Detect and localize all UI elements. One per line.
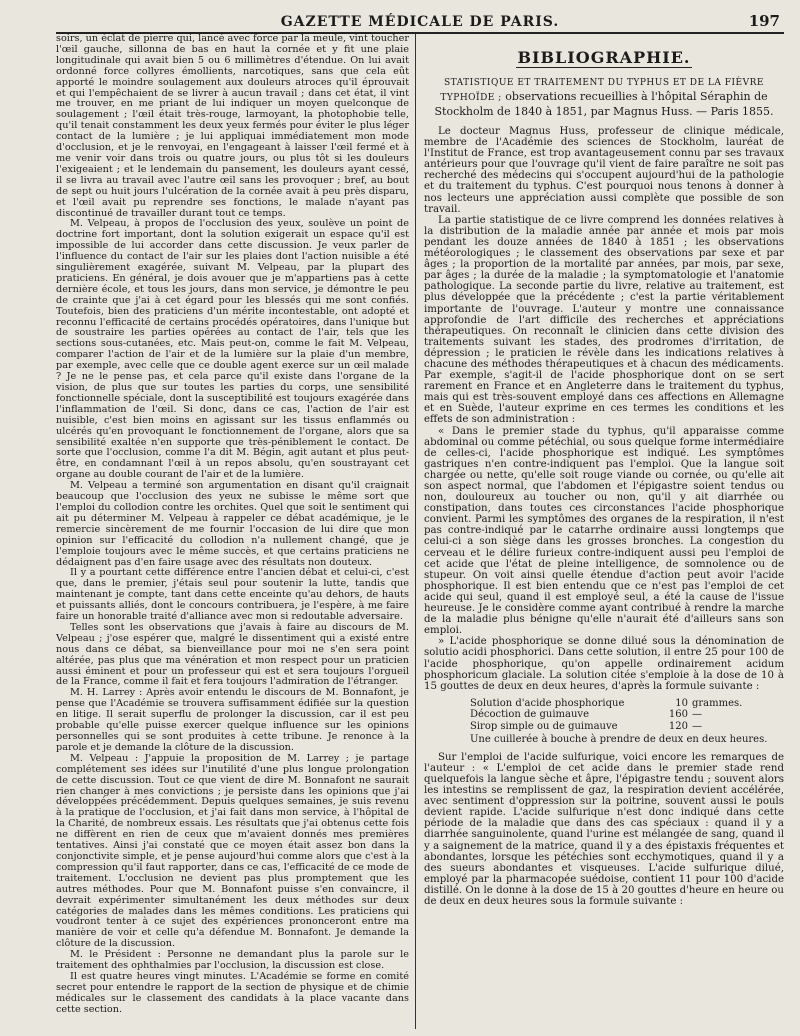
left-paragraph: M. Velpeau, à propos de l'occlusion des yeux, soulève un point de doctrine fort important, dont la solution exigerait un espace qu'il est impossible de lui accorder dans cette discussion. Je veux parler de l'influence du contact de l'air sur les plaies dont l'action nuisible a été singulièrement exagérée, suivant M. Velpeau, par la plupart des praticiens. En général, je dois avouer que je m'appartiens pas à cette dernière école, et tous les jours, dans mon service, je démontre le peu de crainte que j'ai à cet égard pour les blessés qui me sont confiés. Toutefois, bien des praticiens d'un mérite incontestable, ont adopté et reconnu l'efficacité de certains procédés opératoires, dans l'unique but de soustraire les parties opérées au contact de l'air, tels que les sections sous-cutanées, etc. Mais peut-on, comme le fait M. Velpeau, comparer l'action de l'air et de la lumière sur la plaie d'un membre, par exemple, avec celle que ce double agent exerce sur un œil malade ? Je ne le pense pas, et cela parce qu'il existe dans l'organe de la vision, de plus que sur toutes les parties du corps, une sensibilité fonctionnelle spéciale, dont la susceptibilité est toujours exagérée dans l'inflammation de l'œil. Si donc, dans ce cas, l'action de l'air est nuisible, c'est bien moins en agissant sur les tissus enflammés ou ulcérés qu'en provoquant le fonctionnement de l'organe, alors que sa sensibilité exaltée n'en supporte que très-péniblement le contact. De sorte que l'occlusion, comme l'a dit M. Bégin, agit autant et plus peut-être, en condamnant l'œil à un repos absolu, qu'en soustrayant cet organe au double courant de l'air et de la lumière. xyxy=(56,218,409,481)
right-paragraph: Sur l'emploi de l'acide sulfurique, voici encore les remarques de l'auteur : « L'emploi de cet acide dans le premier stade rend quelquefois la langue sèche et âpre, l'épigastre tendu ; souvent alors les intestins se remplissent de gaz, la respiration devient accélérée, avec sentiment d'oppression sur la poitrine, souvent aussi le pouls devient rapide. L'acide sulfurique n'est donc indiqué dans cette période de la maladie que dans des cas spéciaux : quand il y a diarrhée sanguinolente, quand l'urine est mélangée de sang, quand il y a saignement de la matrice, quand il y a des épistaxis fréquentes et abondantes, lorsque les pétéchies sont ecchymotiques, quand il y a des sueurs abondantes et visqueuses. L'acide sulfurique dilué, employé par la pharmacopée suédoise, contient 11 pour 100 d'acide distillé. On le donne à la dose de 15 à 20 gouttes d'heure en heure ou de deux en deux heures sous la formule suivante : xyxy=(424,751,784,907)
running-head xyxy=(56,8,784,34)
left-paragraph: Il est quatre heures vingt minutes. L'Académie se forme en comité secret pour entendre le rapport de la section de physique et de chimie médicales sur le classement des candidats à la place vacante dans cette section. xyxy=(56,970,409,1015)
section-title-text: BIBLIOGRAPHIE. xyxy=(517,48,691,67)
left-paragraph: M. le Président : Personne ne demandant plus la parole sur le traitement des ophthalmies par l'occlusion, la discussion est close. xyxy=(56,949,409,972)
left-paragraph: M. Velpeau : J'appuie la proposition de M. Larrey ; je partage complétement ses idées sur l'inutilité d'une plus longue prolongation de cette discussion. Tout ce que vient de dire M. Bonnafont ne saurait rien changer à mes convictions ; je persiste dans les opinions que j'ai développées précédemment. Depuis quelques semaines, je suis revenu à la pratique de l'occlusion, et j'ai fait dans mon service, à l'hôpital de la Charité, de nombreux essais. Les résultats que j'ai obtenus cette fois ne diffèrent en rien de ceux que m'avaient donnés mes premières tentatives. Ainsi j'ai constaté que ce moyen était assez bon dans la conjonctivite simple, et je pense aujourd'hui comme alors que c'est à la compression qu'il faut rapporter, dans ce cas, l'efficacité de ce mode de traitement. L'occlusion ne devient pas plus promptement que les autres méthodes. Pour que M. Bonnafont puisse s'en convaincre, il devrait expérimenter simultanément les deux méthodes sur deux catégories de malades dans les mêmes conditions. Les praticiens qui voudront tenter à ce sujet des expériences prononceront entre ma manière de voir et celle qu'a défendue M. Bonnafont. Je demande la clôture de la discussion. xyxy=(56,752,409,950)
left-paragraph: Il y a pourtant cette différence entre l'ancien débat et celui-ci, c'est que, dans le premier, j'étais seul pour soutenir la lutte, tandis que maintenant je compte, tant dans cette enceinte qu'au dehors, de hauts et puissants alliés, dont le concours contribuera, je l'espère, à me faire faire un honorable traité d'alliance avec mon si redoutable adversaire. xyxy=(56,567,409,623)
formula-unit: — xyxy=(692,709,702,721)
formula-ingredient: Décoction de guimauve xyxy=(470,709,590,721)
formula-row xyxy=(470,721,784,733)
journal-title: GAZETTE MÉDICALE DE PARIS. xyxy=(280,14,560,30)
formula-row xyxy=(470,709,784,721)
article-heading-rest: observations recueillies à l'hôpital Séraphin de Stockholm de 1840 à 1851, par Magnus Huss. — Paris 1855. xyxy=(434,90,774,118)
formula-unit: — xyxy=(692,720,702,732)
columns xyxy=(56,34,784,1029)
right-paragraph: La partie statistique de ce livre comprend les données relatives à la distribution de la maladie année par année et mois par mois pendant les douze années de 1840 à 1851 ; les observations météorologiques ; le classement des observations par sexe et par âges ; la proportion de la mortalité par années, par mois, par sexe, par âges ; la durée de la maladie ; la symptomatologie et l'anatomie pathologique. La seconde partie du livre, relative au traitement, est plus développée que la précédente ; c'est la partie véritablement importante de l'ouvrage. L'auteur y montre une connaissance approfondie de l'art difficile des recherches et appréciations thérapeutiques. On reconnaît le clinicien dans cette division des traitements suivant les stades, des prodromes d'irritation, de dépression ; le praticien le révèle dans les indications relatives à chacune des méthodes thérapeutiques et à chacun des médicaments. Par exemple, s'agit-il de l'acide phosphorique dont on se sert rarement en France et en Angleterre dans le traitement du typhus, mais qui est très-souvent employé dans ces affections en Allemagne et en Suède, l'auteur exprime en ces termes les conditions et les effets de son administration : xyxy=(424,214,784,426)
article-heading-caps: STATISTIQUE ET TRAITEMENT DU TYPHUS ET DE LA FIÈVRE TYPHOÏDE ; xyxy=(440,78,764,103)
left-paragraph: M. H. Larrey : Après avoir entendu le discours de M. Bonnafont, je pense que l'Académie se trouvera suffisamment édifiée sur la question en litige. Il serait superflu de prolonger la discussion, car il est peu probable qu'elle puisse exercer quelque influence sur les opinions personnelles qui se sont produites à cette tribune. Je renonce à la parole et je demande la clôture de la discussion. xyxy=(56,687,409,753)
right-paragraph: Le docteur Magnus Huss, professeur de clinique médicale, membre de l'Académie des sciences de Stockholm, lauréat de l'Institut de France, est trop avantageusement connu par ses travaux antérieurs pour que l'ouvrage qu'il vient de faire paraître ne soit pas recherché des médecins qui s'occupent aujourd'hui de la pathologie et du traitement du typhus. C'est pourquoi nous tenons à donner à nos lecteurs une appréciation aussi complète que possible de son travail. xyxy=(424,126,784,215)
formula-block xyxy=(470,698,784,746)
section-title xyxy=(424,48,784,67)
left-paragraph: M. Velpeau a terminé son argumentation en disant qu'il craignait beaucoup que l'occlusion des yeux ne subisse le même sort que l'emploi du collodion contre les orchites. Quel que soit le sentiment qui ait pu déterminer M. Velpeau à rappeler ce débat académique, je le remercie sincèrement de me fournir l'occasion de lui dire que mon opinion sur l'efficacité du collodion n'a nullement changé, que je l'emploie toujours avec le même succès, et que certains praticiens ne dédaignent pas d'en faire usage avec des résultats non douteux. xyxy=(56,480,409,568)
page-number: 197 xyxy=(748,12,780,30)
left-column xyxy=(56,34,416,1029)
right-column xyxy=(416,34,784,1029)
right-paragraph: » L'acide phosphorique se donne dilué sous la dénomination de solutio acidi phosphorici. Dans cette solution, il entre 25 pour 100 de l'acide phosphorique, qu'on appelle ordinairement acidum phosphoricum glaciale. La solution citée s'emploie à la dose de 10 à 15 gouttes de deux en deux heures, d'après la formule suivante : xyxy=(424,636,784,692)
formula-row xyxy=(470,698,784,710)
formula-quantity: 120 xyxy=(668,720,688,732)
right-paragraph: « Dans le premier stade du typhus, qu'il apparaisse comme abdominal ou comme pétéchial, ou sous quelque forme intermédiaire de celles-ci, l'acide phosphorique est indiqué. Les symptômes gastriques n'en contre-indiquent pas l'emploi. Que la langue soit chargée ou nette, qu'elle soit rouge viande ou cornée, ou qu'elle ait son aspect normal, que l'abdomen et l'épigastre soient tendus ou non, douloureux au toucher ou non, qu'il y ait diarrhée ou constipation, dans toutes ces circonstances l'acide phosphorique convient. Parmi les symptômes des organes de la respiration, il n'est pas contre-indiqué par le catarrhe ordinaire aussi longtemps que celui-ci a son siège dans les grosses bronches. La congestion du cerveau et le délire furieux contre-indiquent aussi peu l'emploi de cet acide que l'état de pleine intelligence, de somnolence ou de stupeur. On voit ainsi quelle étendue d'action peut avoir l'acide phosphorique. Il est bien entendu que ce n'est pas l'emploi de cet acide qui seul, quand il est employé seul, a été la cause de l'issue heureuse. Je le considère comme ayant contribué à rendre la marche de la maladie plus bénigne qu'elle n'aurait été d'ailleurs sans son emploi. xyxy=(424,425,784,637)
formula-footer: Une cuillerée à bouche à prendre de deux en deux heures. xyxy=(470,734,768,746)
formula-ingredient: Sirop simple ou de guimauve xyxy=(470,720,618,732)
formula-ingredient: Solution d'acide phosphorique xyxy=(470,697,625,709)
left-paragraph: Telles sont les observations que j'avais à faire au discours de M. Velpeau ; j'ose espérer que, malgré le dissentiment qui a existé entre nous dans ce débat, sa bienveillance pour moi ne s'en sera point altérée, pas plus que ma vénération et mon respect pour un praticien aussi éminent et pour un professeur qui est et sera toujours l'orgueil de la France, comme il fait et fera toujours l'admiration de l'étranger. xyxy=(56,621,409,688)
article-heading xyxy=(424,75,784,118)
formula-unit: grammes. xyxy=(692,697,743,709)
formula-quantity: 10 xyxy=(675,697,688,709)
left-paragraph: soirs, un éclat de pierre qui, lancé avec force par la meule, vint toucher l'œil gauche, sillonna de bas en haut la cornée et y fit une plaie longitudinale qui avait bien 5 ou 6 millimètres d'étendue. On lui avait ordonné force collyres émollients, narcotiques, sans que cela eût apporté le moindre soulagement aux douleurs atroces qu'il éprouvait et qui l'empêchaient de se livrer à aucun travail ; dans cet état, il vint me trouver, en me priant de lui indiquer un moyen quelconque de soulagement ; l'œil était très-rouge, larmoyant, la photophobie telle, qu'il tenait constamment les deux yeux fermés pour éviter le plus léger contact de la lumière ; je lui appliquai immédiatement mon mode d'occlusion, et je le renvoyai, en l'engageant à laisser l'œil fermé et à me venir voir dans trois ou quatre jours, ou plus tôt si les douleurs l'exigeaient ; et le lendemain du pansement, les douleurs ayant cessé, il se livra au travail avec l'autre œil sans les provoquer ; bref, au bout de sept ou huit jours l'ulcération de la cornée avait à peu près disparu, et l'œil avait pu reprendre ses fonctions, le malade n'ayant pas discontinué de travailler durant tout ce temps. xyxy=(56,34,409,219)
formula-quantity: 160 xyxy=(668,709,688,721)
